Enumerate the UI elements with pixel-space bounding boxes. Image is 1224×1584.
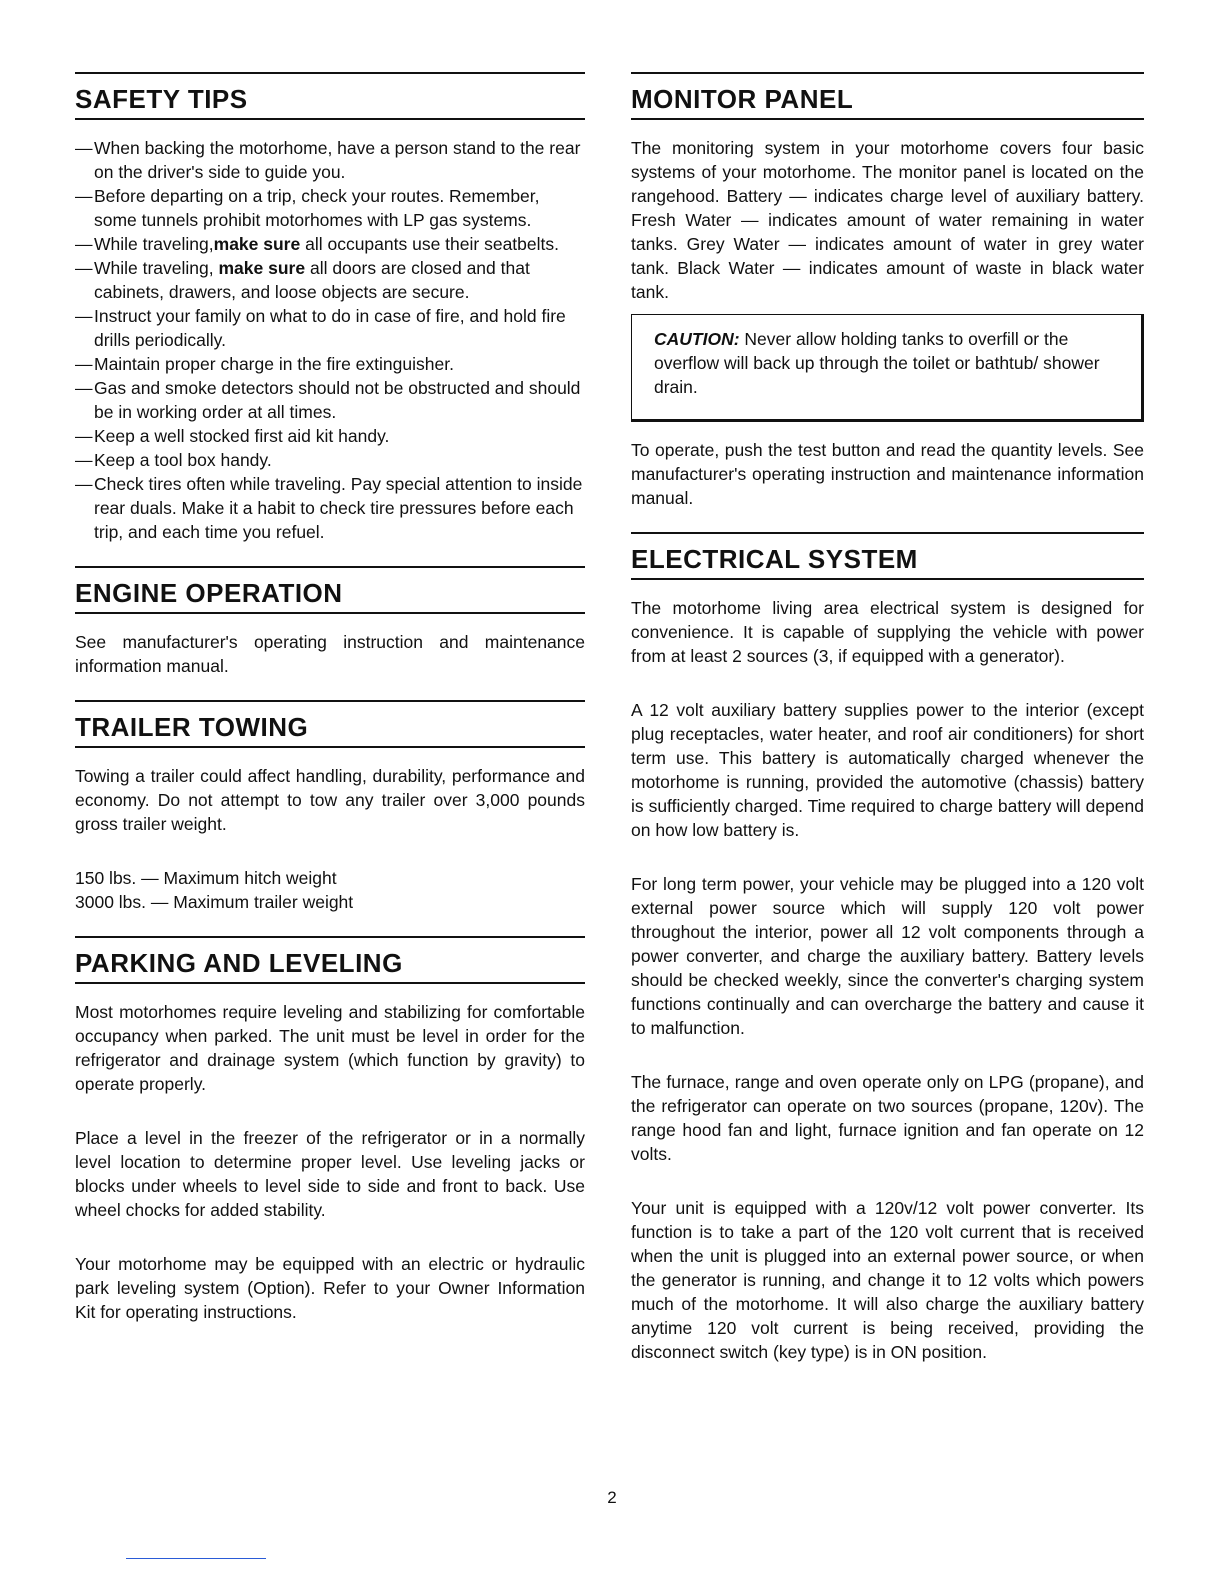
left-column xyxy=(75,72,585,1346)
tip-emphasis: make sure xyxy=(213,234,301,254)
trailer-towing-text: Towing a trailer could affect handling, durability, performance and economy. Do not attempt to tow any trailer over 3,000 pounds gross trailer weight. xyxy=(75,766,585,834)
dash: — xyxy=(75,378,93,398)
list-item xyxy=(75,136,585,184)
parking-paragraph: Your motorhome may be equipped with an electric or hydraulic park leveling system (Option). Refer to your Owner Information Kit for operating instructions. xyxy=(75,1254,585,1322)
list-item xyxy=(75,448,585,472)
safety-tips-heading: SAFETY TIPS xyxy=(75,72,585,120)
tip-text: Keep a tool box handy. xyxy=(94,450,272,470)
monitor-operate-text: To operate, push the test button and read the quantity levels. See manufacturer's operating instruction and maintenance information manual. xyxy=(631,440,1144,508)
dash: — xyxy=(75,234,93,254)
footer-rule xyxy=(126,1558,266,1559)
tip-text: Before departing on a trip, check your routes. Remember, some tunnels prohibit motorhomes with LP gas systems. xyxy=(94,186,540,230)
safety-tips-section xyxy=(75,72,585,544)
tip-emphasis: make sure xyxy=(218,258,306,278)
tip-text: While traveling, xyxy=(94,234,214,254)
electrical-paragraph: Your unit is equipped with a 120v/12 volt power converter. Its function is to take a part of the 120 volt current that is received when the unit is plugged into an external power source, or when the generator is running, and change it to 12 volts which powers much of the motorhome. It will also charge the auxiliary battery anytime 120 volt current is being received, providing the disconnect switch (key type) is in ON position. xyxy=(631,1198,1144,1362)
trailer-weight: 3000 lbs. — Maximum trailer weight xyxy=(75,892,354,912)
caution-box xyxy=(631,314,1144,422)
dash: — xyxy=(75,306,93,326)
dash: — xyxy=(75,258,93,278)
list-item xyxy=(75,304,585,352)
list-item xyxy=(75,184,585,232)
tip-text: Keep a well stocked first aid kit handy. xyxy=(94,426,390,446)
right-column xyxy=(631,72,1144,1386)
list-item xyxy=(75,472,585,544)
tip-text: Maintain proper charge in the fire extinguisher. xyxy=(94,354,454,374)
list-item xyxy=(75,376,585,424)
electrical-paragraph: For long term power, your vehicle may be plugged into a 120 volt external power source which will supply 120 volt power throughout the interior, power all 12 volt components through a power converter, and charge the auxiliary battery. Battery levels should be checked weekly, since the converter's charging system functions continually and can overcharge the battery and cause it to malfunction. xyxy=(631,874,1144,1038)
electrical-system-heading: ELECTRICAL SYSTEM xyxy=(631,532,1144,580)
dash: — xyxy=(75,186,93,206)
electrical-paragraph: The furnace, range and oven operate only on LPG (propane), and the refrigerator can operate on two sources (propane, 120v). The range hood fan and light, furnace ignition and fan operate on 12 volts. xyxy=(631,1072,1144,1164)
electrical-system-section xyxy=(631,532,1144,1364)
dash: — xyxy=(75,138,93,158)
trailer-towing-section xyxy=(75,700,585,914)
dash: — xyxy=(75,474,93,494)
monitor-panel-text: The monitoring system in your motorhome covers four basic systems of your motorhome. The monitor panel is located on the rangehood. Battery — indicates charge level of auxiliary battery. Fresh Water — indicates amount of water remaining in water tanks. Grey Water — indicates amount of water in grey water tank. Black Water — indicates amount of waste in black water tank. xyxy=(631,138,1144,302)
engine-operation-text: See manufacturer's operating instruction and maintenance information manual. xyxy=(75,632,585,676)
trailer-towing-heading: TRAILER TOWING xyxy=(75,700,585,748)
caution-label: CAUTION: xyxy=(654,329,740,349)
monitor-panel-heading: MONITOR PANEL xyxy=(631,72,1144,120)
tip-text: While traveling, xyxy=(94,258,219,278)
parking-paragraph: Most motorhomes require leveling and stabilizing for comfortable occupancy when parked. The unit must be level in order for the refrigerator and drainage system (which function by gravity) to operate properly. xyxy=(75,1002,585,1094)
monitor-panel-section xyxy=(631,72,1144,510)
safety-tips-list xyxy=(75,136,585,544)
list-item xyxy=(75,256,585,304)
parking-paragraph: Place a level in the freezer of the refrigerator or in a normally level location to determine proper level. Use leveling jacks or blocks under wheels to level side to side and front to back. Use wheel chocks for added stability. xyxy=(75,1128,585,1220)
tip-text: all occupants use their seatbelts. xyxy=(300,234,559,254)
hitch-weight: 150 lbs. — Maximum hitch weight xyxy=(75,868,337,888)
electrical-paragraph: The motorhome living area electrical system is designed for convenience. It is capable of supplying the vehicle with power from at least 2 sources (3, if equipped with a generator). xyxy=(631,598,1144,666)
caution-text: Never allow holding tanks to overfill or the overflow will back up through the toilet or bathtub/ shower drain. xyxy=(654,329,1100,397)
tip-text: Check tires often while traveling. Pay special attention to inside rear duals. Make it a habit to check tire pressures before each trip, and each time you refuel. xyxy=(94,474,583,542)
tip-text: all doors are closed and that cabinets, drawers, and loose objects are secure. xyxy=(94,258,530,302)
tip-text: When backing the motorhome, have a person stand to the rear on the driver's side to guide you. xyxy=(94,138,581,182)
engine-operation-heading: ENGINE OPERATION xyxy=(75,566,585,614)
tip-text: Instruct your family on what to do in case of fire, and hold fire drills periodically. xyxy=(94,306,566,350)
parking-leveling-heading: PARKING AND LEVELING xyxy=(75,936,585,984)
tip-text: Gas and smoke detectors should not be obstructed and should be in working order at all times. xyxy=(94,378,581,422)
list-item xyxy=(75,424,585,448)
parking-leveling-section xyxy=(75,936,585,1324)
engine-operation-section xyxy=(75,566,585,678)
dash: — xyxy=(75,426,93,446)
dash: — xyxy=(75,450,93,470)
page-number: 2 xyxy=(607,1488,617,1507)
electrical-paragraph: A 12 volt auxiliary battery supplies power to the interior (except plug receptacles, water heater, and roof air conditioners) for short term use. This battery is automatically charged whenever the motorhome is running, provided the automotive (chassis) battery is sufficiently charged. Time required to charge battery will depend on how low battery is. xyxy=(631,700,1144,840)
list-item xyxy=(75,352,585,376)
list-item xyxy=(75,232,585,256)
dash: — xyxy=(75,354,93,374)
